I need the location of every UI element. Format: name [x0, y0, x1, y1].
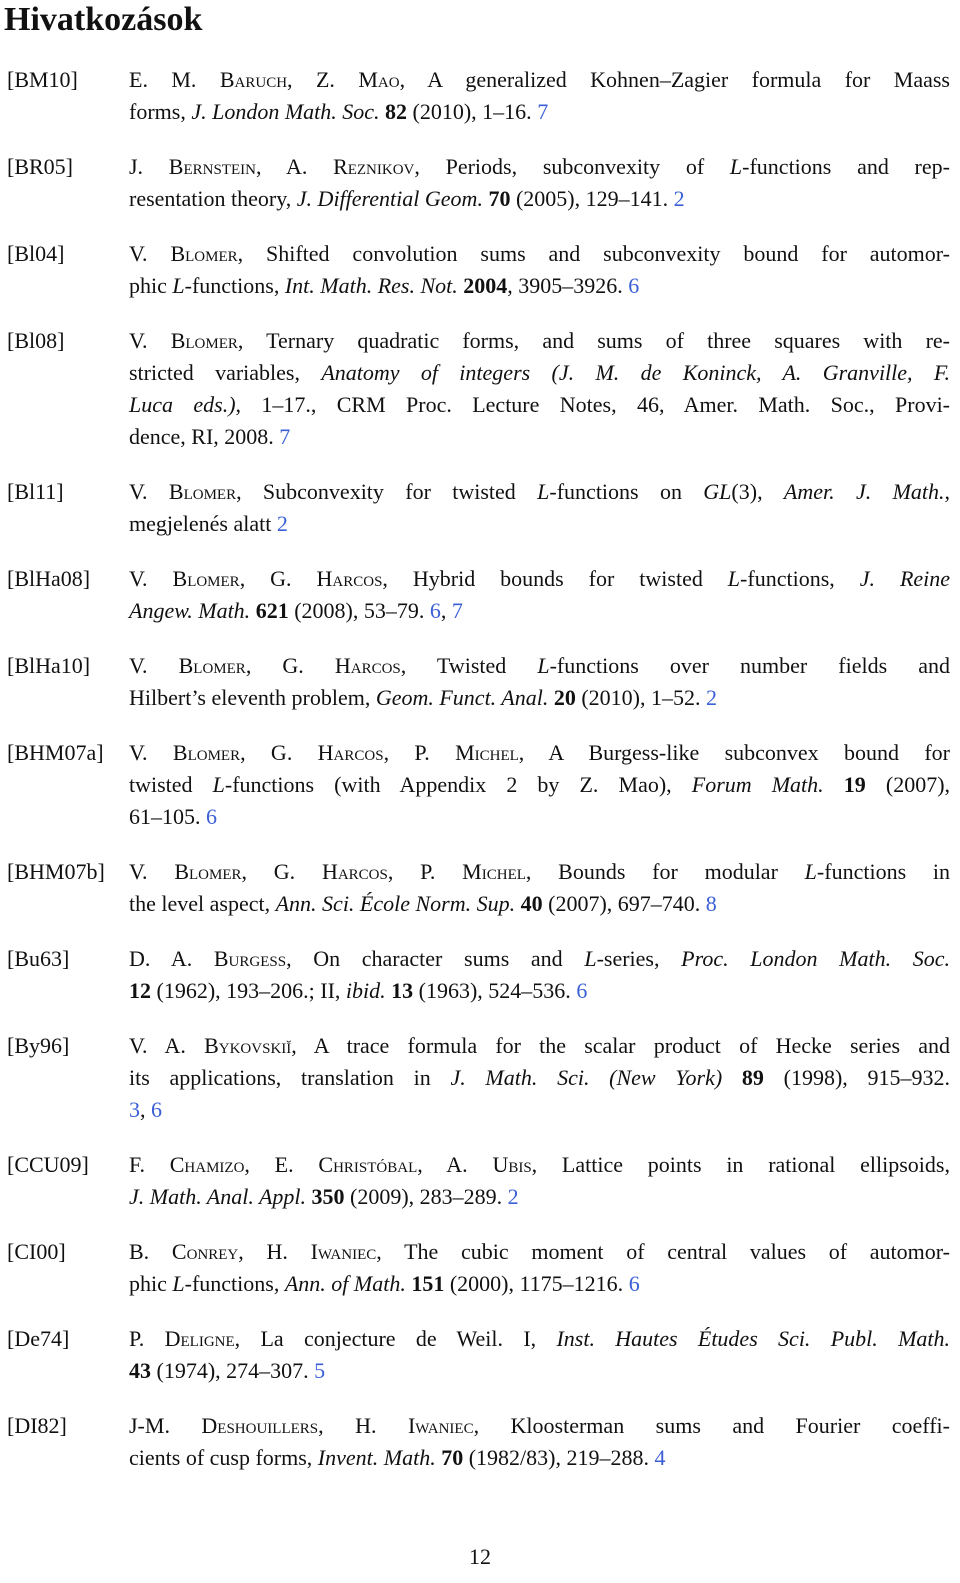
italic-text: Inst. Hautes Études Sci. Publ. Math.	[556, 1326, 951, 1351]
reference-text	[129, 1236, 950, 1300]
page-heading: Hivatkozások	[4, 1, 203, 38]
reference-text-run: (2009), 283–289.	[344, 1184, 508, 1209]
reference-text-run: V.	[129, 479, 169, 504]
reference-line	[129, 476, 950, 508]
reference-text-run: B.	[129, 1239, 172, 1264]
reference-line	[129, 650, 950, 682]
volume-number: 350	[311, 1184, 345, 1209]
reference-text-run: , H.	[238, 1239, 311, 1264]
reference-text-run: , 3905–3926.	[507, 273, 629, 298]
reference-text-run: dence, RI, 2008.	[129, 424, 280, 449]
reference-text-run: ,	[944, 479, 951, 504]
reference-text-run: -functions on	[549, 479, 704, 504]
author-surname: Harcos	[334, 653, 401, 678]
author-surname: Blomer	[168, 479, 237, 504]
reference-text-run: , A generalized Kohnen–Zagier formula for Maass	[399, 67, 950, 92]
reference-line	[129, 888, 950, 920]
reference-text-run: Hilbert’s eleventh problem,	[129, 685, 376, 710]
reference-key: [BHM07b]	[7, 859, 105, 884]
reference-text-run: megjelenés alatt	[129, 511, 277, 536]
reference-text-run: , P.	[387, 859, 463, 884]
reference-line	[129, 769, 950, 801]
reference-line	[129, 421, 950, 453]
reference-text-run: , Z.	[287, 67, 359, 92]
author-surname: Michel	[455, 740, 519, 765]
reference-text-run: V.	[129, 328, 171, 353]
reference-line	[129, 1268, 950, 1300]
reference-text-run: its applications, translation in	[129, 1065, 451, 1090]
reference-text-run: , P.	[383, 740, 456, 765]
reference-line	[129, 563, 950, 595]
author-surname: Blomer	[178, 653, 246, 678]
reference-text	[129, 325, 950, 453]
italic-text: L	[804, 859, 817, 884]
backref-page-link[interactable]: 6	[151, 1097, 162, 1122]
italic-text: ibid.	[345, 978, 386, 1003]
page-number: 12	[469, 1544, 491, 1569]
reference-line	[129, 1094, 950, 1126]
reference-key: [Bu63]	[7, 946, 70, 971]
author-surname: Christóbal	[318, 1152, 418, 1177]
reference-text-run: the level aspect,	[129, 891, 276, 916]
italic-text: J. Math. Anal. Appl.	[129, 1184, 307, 1209]
reference-text-run: , Lattice points in rational ellipsoids,	[531, 1152, 950, 1177]
reference-text-run: (2007), 697–740.	[542, 891, 706, 916]
italic-text: Forum Math.	[691, 772, 824, 797]
volume-number: 621	[255, 598, 289, 623]
reference-text	[129, 151, 950, 215]
backref-page-link[interactable]: 7	[537, 99, 549, 124]
italic-text: GL	[703, 479, 732, 504]
reference-text-run: (2010), 1–16.	[407, 99, 538, 124]
reference-key: [BR05]	[7, 154, 73, 179]
reference-text-run: V.	[129, 241, 171, 266]
reference-line	[129, 96, 950, 128]
italic-text: L	[172, 273, 185, 298]
author-surname: Ubis	[492, 1152, 532, 1177]
reference-text-run: (1974), 274–307.	[151, 1358, 315, 1383]
reference-text-run: , G.	[245, 653, 335, 678]
reference-text-run: D. A.	[129, 946, 214, 971]
reference-line	[129, 1410, 950, 1442]
reference-text-run	[824, 772, 844, 797]
author-surname: Blomer	[172, 740, 241, 765]
italic-text: J. Reine	[859, 566, 951, 591]
reference-line	[129, 357, 950, 389]
backref-page-link[interactable]: 5	[314, 1358, 326, 1383]
author-surname: Conrey	[171, 1239, 239, 1264]
reference-text-run: -series,	[596, 946, 682, 971]
author-surname: Deshouillers	[201, 1413, 319, 1438]
volume-number: 19	[843, 772, 866, 797]
italic-text: Invent. Math.	[317, 1445, 436, 1470]
reference-key: [CCU09]	[7, 1152, 89, 1177]
reference-text-run: , Ternary quadratic forms, and sums of three squares with re-	[237, 328, 950, 353]
reference-text-run: (2008), 53–79.	[288, 598, 430, 623]
reference-key: [Bl11]	[7, 479, 64, 504]
reference-key: [Bl08]	[7, 328, 65, 353]
reference-text-run: , G.	[240, 740, 318, 765]
backref-page-link[interactable]: 4	[654, 1445, 666, 1470]
reference-text-run: forms,	[129, 99, 192, 124]
reference-text-run: (2000), 1175–1216.	[444, 1271, 629, 1296]
volume-number: 2004	[463, 273, 508, 298]
reference-text	[129, 476, 950, 540]
reference-text-run: -functions,	[740, 566, 860, 591]
reference-text-run: V.	[129, 653, 179, 678]
reference-line	[129, 1062, 950, 1094]
author-surname: Iwaniec	[310, 1239, 377, 1264]
volume-number: 40	[520, 891, 543, 916]
reference-text-run: twisted	[129, 772, 213, 797]
reference-text-run: V. A.	[129, 1033, 205, 1058]
italic-text: Ann. of Math.	[284, 1271, 406, 1296]
volume-number: 20	[553, 685, 576, 710]
reference-line	[129, 801, 950, 833]
volume-number: 82	[385, 99, 408, 124]
author-surname: Chamizo	[169, 1152, 245, 1177]
reference-line	[129, 1181, 950, 1213]
reference-text-run: , H.	[318, 1413, 408, 1438]
reference-text-run: , La conjecture de Weil. I,	[234, 1326, 557, 1351]
reference-text-run: phic	[129, 273, 173, 298]
reference-line	[129, 508, 950, 540]
italic-text: L	[537, 479, 550, 504]
author-surname: Burgess	[213, 946, 287, 971]
reference-text-run: V.	[129, 740, 173, 765]
reference-text-run: (1962), 193–206.; II,	[151, 978, 346, 1003]
reference-line	[129, 64, 950, 96]
reference-line	[129, 682, 950, 714]
reference-line	[129, 1355, 950, 1387]
reference-text-run: 61–105.	[129, 804, 206, 829]
backref-page-link[interactable]: 7	[279, 424, 291, 449]
author-surname: Harcos	[316, 566, 383, 591]
author-surname: Mao	[358, 67, 400, 92]
italic-text: Geom. Funct. Anal.	[375, 685, 549, 710]
reference-text-run: (2005), 129–141.	[510, 186, 674, 211]
reference-line	[129, 183, 950, 215]
reference-key: [BlHa08]	[7, 566, 91, 591]
author-surname: Harcos	[321, 859, 388, 884]
author-surname: Reznikov	[333, 154, 415, 179]
reference-line	[129, 325, 950, 357]
reference-line	[129, 389, 950, 421]
reference-text-run: (1963), 524–536.	[413, 978, 577, 1003]
reference-line	[129, 595, 950, 627]
reference-text-run: -functions and rep-	[742, 154, 950, 179]
reference-key: [BM10]	[7, 67, 78, 92]
reference-key: [De74]	[7, 1326, 70, 1351]
reference-text-run: , G.	[241, 859, 322, 884]
italic-text: Proc. London Math. Soc.	[681, 946, 951, 971]
italic-text: J. Differential Geom.	[296, 186, 483, 211]
reference-line	[129, 1323, 950, 1355]
reference-text-run: -functions,	[184, 1271, 285, 1296]
italic-text: Luca eds.)	[129, 392, 236, 417]
italic-text: L	[729, 154, 743, 179]
volume-number: 70	[488, 186, 511, 211]
reference-text-run: (2007),	[865, 772, 951, 797]
reference-text-run: , A.	[417, 1152, 493, 1177]
backref-page-link[interactable]: 6	[628, 1271, 640, 1296]
reference-text-run: , E.	[244, 1152, 319, 1177]
reference-key: [CI00]	[7, 1239, 66, 1264]
reference-text	[129, 1149, 950, 1213]
reference-line	[129, 151, 950, 183]
reference-text-run: , The cubic moment of central values of automor-	[376, 1239, 950, 1264]
reference-text-run: -functions over number fields and	[549, 653, 951, 678]
reference-text-run: , 1–17., CRM Proc. Lecture Notes, 46, Amer. Math. Soc., Provi-	[235, 392, 951, 417]
reference-line	[129, 1149, 950, 1181]
backref-page-link[interactable]: 6	[429, 598, 441, 623]
backref-page-link[interactable]: 2	[706, 685, 717, 710]
italic-text: L	[727, 566, 741, 591]
reference-text	[129, 856, 950, 920]
reference-text-run: , A trace formula for the scalar product of Hecke series and	[291, 1033, 950, 1058]
reference-key: [BlHa10]	[7, 653, 91, 678]
reference-text	[129, 737, 950, 833]
italic-text: Int. Math. Res. Not.	[284, 273, 458, 298]
reference-text-run: , On character sums and	[286, 946, 585, 971]
reference-text-run: , A.	[255, 154, 334, 179]
reference-text-run: , Bounds for modular	[525, 859, 805, 884]
reference-text-run: F.	[129, 1152, 170, 1177]
reference-line	[129, 270, 950, 302]
backref-page-link[interactable]: 2	[673, 186, 685, 211]
volume-number: 89	[741, 1065, 764, 1090]
reference-text-run: , G.	[239, 566, 317, 591]
author-surname: Blomer	[172, 566, 240, 591]
reference-text	[129, 1410, 950, 1474]
reference-text-run: V.	[129, 859, 175, 884]
reference-line	[129, 943, 950, 975]
volume-number: 70	[441, 1445, 464, 1470]
reference-text-run: ,	[440, 598, 452, 623]
reference-text	[129, 1030, 950, 1126]
backref-page-link[interactable]: 6	[576, 978, 588, 1003]
italic-text: J. London Math. Soc.	[191, 99, 380, 124]
author-surname: Baruch	[219, 67, 288, 92]
reference-text-run: , Shifted convolution sums and subconvexity bound for automor-	[237, 241, 950, 266]
italic-text: L	[584, 946, 597, 971]
author-surname: Iwaniec	[407, 1413, 474, 1438]
reference-text-run: , Subconvexity for twisted	[236, 479, 538, 504]
reference-key: [Bl04]	[7, 241, 65, 266]
reference-line	[129, 856, 950, 888]
volume-number: 151	[411, 1271, 445, 1296]
reference-text	[129, 943, 950, 1007]
author-surname: Bernstein	[168, 154, 256, 179]
backref-page-link[interactable]: 3	[129, 1097, 140, 1122]
italic-text: Amer. J. Math.	[783, 479, 945, 504]
reference-text-run: , A Burgess-like subconvex bound for	[518, 740, 951, 765]
backref-page-link[interactable]: 8	[705, 891, 717, 916]
reference-text-run: -functions (with Appendix 2 by Z. Mao),	[224, 772, 692, 797]
reference-text	[129, 64, 950, 128]
italic-text: L	[537, 653, 550, 678]
author-surname: Michel	[462, 859, 526, 884]
reference-text	[129, 563, 950, 627]
backref-page-link[interactable]: 7	[451, 598, 463, 623]
reference-text-run: ,	[140, 1097, 151, 1122]
reference-text-run: -functions in	[816, 859, 951, 884]
reference-text-run: , Kloosterman sums and Fourier coeffi-	[473, 1413, 950, 1438]
reference-text-run: (3),	[731, 479, 784, 504]
italic-text: Anatomy of integers (J. M. de Koninck, A. Granville, F.	[321, 360, 950, 385]
reference-text-run: E. M.	[129, 67, 220, 92]
backref-page-link[interactable]: 2	[276, 511, 288, 536]
reference-text-run: (1998), 915–932.	[763, 1065, 951, 1090]
reference-text-run: stricted variables,	[129, 360, 322, 385]
reference-text	[129, 650, 950, 714]
italic-text: J. Math. Sci. (New York)	[450, 1065, 723, 1090]
reference-text-run: cients of cusp forms,	[129, 1445, 318, 1470]
author-surname: Harcos	[317, 740, 384, 765]
reference-line	[129, 737, 950, 769]
reference-text-run: P.	[129, 1326, 165, 1351]
reference-text-run: (2010), 1–52.	[575, 685, 706, 710]
author-surname: Blomer	[174, 859, 242, 884]
reference-text-run: V.	[129, 566, 173, 591]
reference-text-run: , Periods, subconvexity of	[414, 154, 730, 179]
reference-line	[129, 1236, 950, 1268]
volume-number: 43	[129, 1358, 151, 1383]
volume-number: 12	[129, 978, 151, 1003]
reference-text-run: , Hybrid bounds for twisted	[382, 566, 728, 591]
reference-key: [By96]	[7, 1033, 70, 1058]
reference-text-run	[722, 1065, 742, 1090]
italic-text: L	[172, 1271, 185, 1296]
reference-line	[129, 975, 950, 1007]
reference-text-run: resentation theory,	[129, 186, 297, 211]
volume-number: 13	[391, 978, 414, 1003]
reference-key: [BHM07a]	[7, 740, 104, 765]
backref-page-link[interactable]: 6	[628, 273, 640, 298]
reference-text-run: J-M.	[129, 1413, 202, 1438]
reference-text-run: (1982/83), 219–288.	[463, 1445, 655, 1470]
author-surname: Deligne	[164, 1326, 235, 1351]
reference-text-run: phic	[129, 1271, 173, 1296]
backref-page-link[interactable]: 2	[507, 1184, 519, 1209]
italic-text: Angew. Math.	[129, 598, 251, 623]
reference-text	[129, 238, 950, 302]
reference-line	[129, 1030, 950, 1062]
reference-key: [DI82]	[7, 1413, 67, 1438]
author-surname: Blomer	[170, 241, 238, 266]
reference-line	[129, 238, 950, 270]
backref-page-link[interactable]: 6	[206, 804, 217, 829]
reference-text	[129, 1323, 950, 1387]
reference-line	[129, 1442, 950, 1474]
reference-text-run: -functions,	[184, 273, 285, 298]
author-surname: Bykovskiĭ	[204, 1033, 292, 1058]
author-surname: Blomer	[170, 328, 238, 353]
italic-text: Ann. Sci. École Norm. Sup.	[275, 891, 516, 916]
reference-text-run: J.	[129, 154, 169, 179]
reference-text-run: , Twisted	[400, 653, 538, 678]
italic-text: L	[212, 772, 225, 797]
